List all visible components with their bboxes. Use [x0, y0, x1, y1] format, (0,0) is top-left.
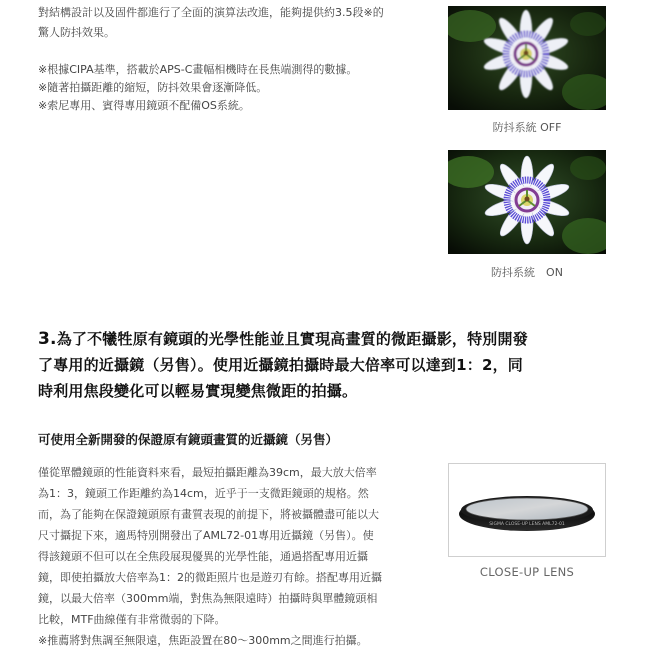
intro-paragraph [38, 3, 438, 43]
os-off-photo [448, 6, 606, 110]
body-note: ※推薦將對焦調至無限遠，焦距設置在80～300mm之間進行拍攝。 [38, 634, 368, 647]
section-3-heading [38, 326, 628, 404]
body-line: 鏡，以最大倍率（300mm端，對焦為無限遠時）拍攝時與單體鏡頭相 [38, 592, 378, 605]
os-off-caption: 防抖系統 OFF [492, 121, 562, 134]
close-up-lens-caption: CLOSE-UP LENS [479, 565, 575, 579]
body-line: 尺寸攝捉下來，適馬特別開發出了AML72-01專用近攝鏡（另售）。使 [38, 529, 374, 542]
body-line: 得該鏡頭不但可以在全焦段展現優異的光學性能，通過搭配專用近攝 [38, 550, 368, 563]
intro-line-2: 驚人防抖效果。 [38, 26, 115, 39]
heading-number: 3. [38, 329, 57, 349]
heading-line-3: 時利用焦段變化可以輕易實現變焦微距的拍攝。 [38, 382, 358, 400]
os-on-photo [448, 150, 606, 254]
body-line: 僅從單體鏡頭的性能資料來看，最短拍攝距離為39cm，最大放大倍率 [38, 466, 377, 479]
body-line: 鏡，即使拍攝放大倍率為1：2的微距照片也是遊刃有餘。搭配專用近攝 [38, 571, 382, 584]
body-line: 比較，MTF曲線僅有非常微弱的下降。 [38, 613, 226, 626]
lens-ring-text: SIGMA CLOSE-UP LENS AML72-01 [489, 522, 565, 527]
close-up-lens-photo [448, 463, 606, 557]
note-item: ※索尼專用、賓得專用鏡頭不配備OS系統。 [38, 99, 250, 112]
body-paragraph [38, 462, 443, 651]
notes-list [38, 61, 438, 115]
os-on-caption: 防抖系統 ON [491, 266, 563, 279]
note-item: ※隨著拍攝距離的縮短，防抖效果會逐漸降低。 [38, 81, 268, 94]
heading-line-1 [38, 326, 628, 352]
intro-line-1: 對結構設計以及固件都進行了全面的演算法改進，能夠提供約3.5段※的 [38, 6, 384, 19]
subheading [38, 430, 598, 448]
note-item: ※根據CIPA基準，搭載於APS-C畫幅相機時在長焦端測得的數據。 [38, 63, 358, 76]
heading-line-1-text: 為了不犧牲原有鏡頭的光學性能並且實現高畫質的微距攝影，特別開發 [56, 330, 528, 348]
heading-line-2: 了專用的近攝鏡（另售）。使用近攝鏡拍攝時最大倍率可以達到1：2，同 [38, 356, 523, 374]
body-line: 而，為了能夠在保證鏡頭原有畫質表現的前提下，將被攝體盡可能以大 [38, 508, 379, 521]
subheading-text: 可使用全新開發的保證原有鏡頭畫質的近攝鏡（另售） [38, 432, 339, 447]
body-line: 為1：3，鏡頭工作距離約為14cm，近乎于一支微距鏡頭的規格。然 [38, 487, 369, 500]
